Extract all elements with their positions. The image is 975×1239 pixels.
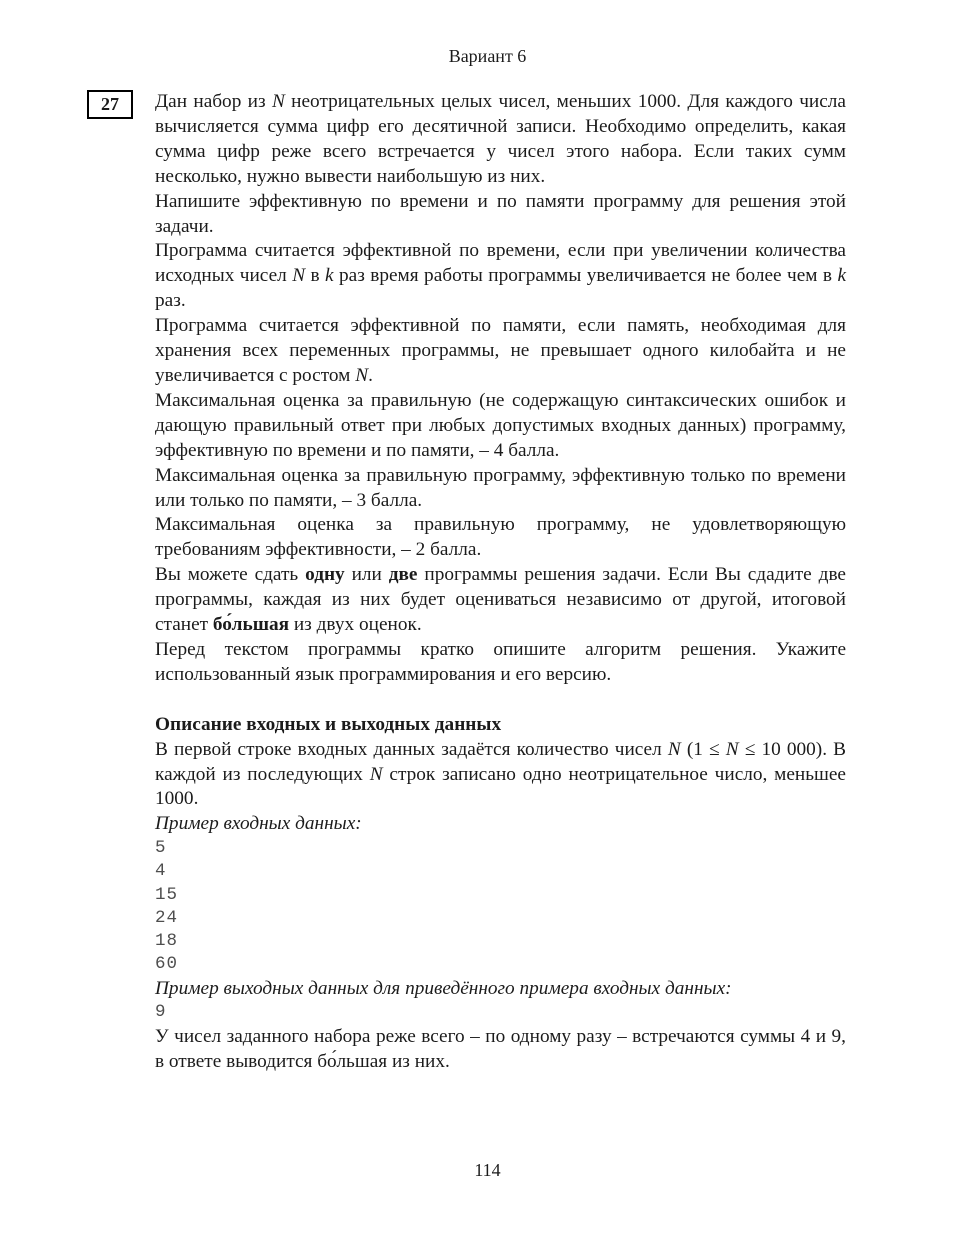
text-run: строк записано одно неотрицательное число, меньшее 1000. bbox=[155, 763, 846, 810]
paragraph-score-2: Максимальная оценка за правильную программу, не удовлетворяющую требованиям эффективности, – 2 балла. bbox=[155, 514, 846, 561]
text-run: (1 ≤ bbox=[680, 738, 726, 760]
text-run: . bbox=[368, 364, 373, 386]
text-run: Программа считается эффективной по времени, если при увеличении количества исходных чисел bbox=[155, 240, 846, 287]
text-run: одну bbox=[305, 564, 345, 586]
text-run: из двух оценок. bbox=[289, 614, 422, 636]
paragraph-describe-algorithm: Перед текстом программы кратко опишите алгоритм решения. Укажите использованный язык программирования и его версию. bbox=[155, 638, 846, 685]
paragraph-time-efficiency bbox=[155, 239, 846, 314]
sample-input-block bbox=[155, 837, 846, 976]
sample-input-line: 24 bbox=[155, 907, 179, 928]
page-number: 114 bbox=[474, 1160, 501, 1180]
text-run: ≤ 10 000). В каждой из последующих bbox=[155, 738, 847, 785]
page-header: Вариант 6 bbox=[448, 46, 527, 66]
sample-input-line: 18 bbox=[155, 931, 179, 952]
sample-input-line: 15 bbox=[155, 884, 179, 905]
task-number: 27 bbox=[101, 94, 119, 114]
sample-input-label: Пример входных данных: bbox=[155, 813, 362, 835]
paragraph-score-4: Максимальная оценка за правильную (не содержащую синтаксических ошибок и дающую правильный ответ при любых допустимых входных данных) программу, эффективную по времени и по памяти, – 4 балла. bbox=[155, 389, 846, 461]
paragraph-score-3: Максимальная оценка за правильную программу, эффективную только по времени или только по памяти, – 3 балла. bbox=[155, 464, 846, 511]
text-run: раз время работы программы увеличивается не более чем в bbox=[333, 265, 838, 287]
sample-input-line: 4 bbox=[155, 861, 167, 882]
sample-output-label: Пример выходных данных для приведённого примера входных данных: bbox=[155, 977, 732, 999]
paragraph-memory-efficiency bbox=[155, 314, 846, 389]
text-run: программы решения задачи. Если Вы сдадите две программы, каждая из них будет оцениваться независимо от другой, итоговой станет bbox=[155, 564, 846, 636]
text-run: В первой строке входных данных задаётся количество чисел bbox=[155, 738, 668, 760]
text-run: неотрицательных целых чисел, меньших 1000. Для каждого числа вычисляется сумма цифр его десятичной записи. Необходимо определить, какая сумма цифр реже всего встречается у чисел этого набора. Если таких сумм несколько, нужно вывести наибольшую из них. bbox=[155, 91, 846, 187]
text-run: N bbox=[271, 91, 285, 112]
text-run: N bbox=[369, 763, 383, 785]
paragraph-write-program: Напишите эффективную по времени и по памяти программу для решения этой задачи. bbox=[155, 190, 846, 237]
io-section-heading: Описание входных и выходных данных bbox=[155, 713, 502, 735]
paragraph-submission-rules bbox=[155, 563, 846, 638]
task-content bbox=[155, 90, 846, 1074]
text-run: Дан набор из bbox=[155, 91, 272, 112]
sample-output-block bbox=[155, 1001, 846, 1024]
sample-input-line: 5 bbox=[155, 838, 167, 859]
text-run: или bbox=[344, 564, 389, 586]
text-run: k bbox=[325, 265, 334, 287]
task-number-box bbox=[87, 90, 133, 119]
text-run: бо́льшая bbox=[212, 614, 290, 636]
text-run: Вы можете сдать bbox=[155, 564, 306, 586]
text-run: Программа считается эффективной по памяти, если память, необходимая для хранения всех переменных программы, не превышает одного килобайта и не увеличивается с ростом bbox=[155, 315, 846, 386]
sample-input-line: 60 bbox=[155, 954, 179, 975]
text-run: N bbox=[667, 738, 681, 760]
text-run: N bbox=[725, 738, 739, 760]
sample-output-line: 9 bbox=[155, 1002, 167, 1023]
text-run: N bbox=[292, 265, 306, 287]
text-run: N bbox=[355, 364, 369, 386]
text-run: две bbox=[388, 564, 418, 586]
paragraph-task-statement bbox=[155, 90, 846, 190]
text-run: в bbox=[305, 265, 326, 287]
paragraph-io-description bbox=[155, 738, 846, 813]
text-run: k bbox=[837, 265, 847, 287]
text-run: раз. bbox=[155, 290, 186, 312]
paragraph-answer-explanation: У чисел заданного набора реже всего – по одному разу – встречаются суммы 4 и 9, в ответе выводится бо́льшая из них. bbox=[155, 1025, 846, 1072]
